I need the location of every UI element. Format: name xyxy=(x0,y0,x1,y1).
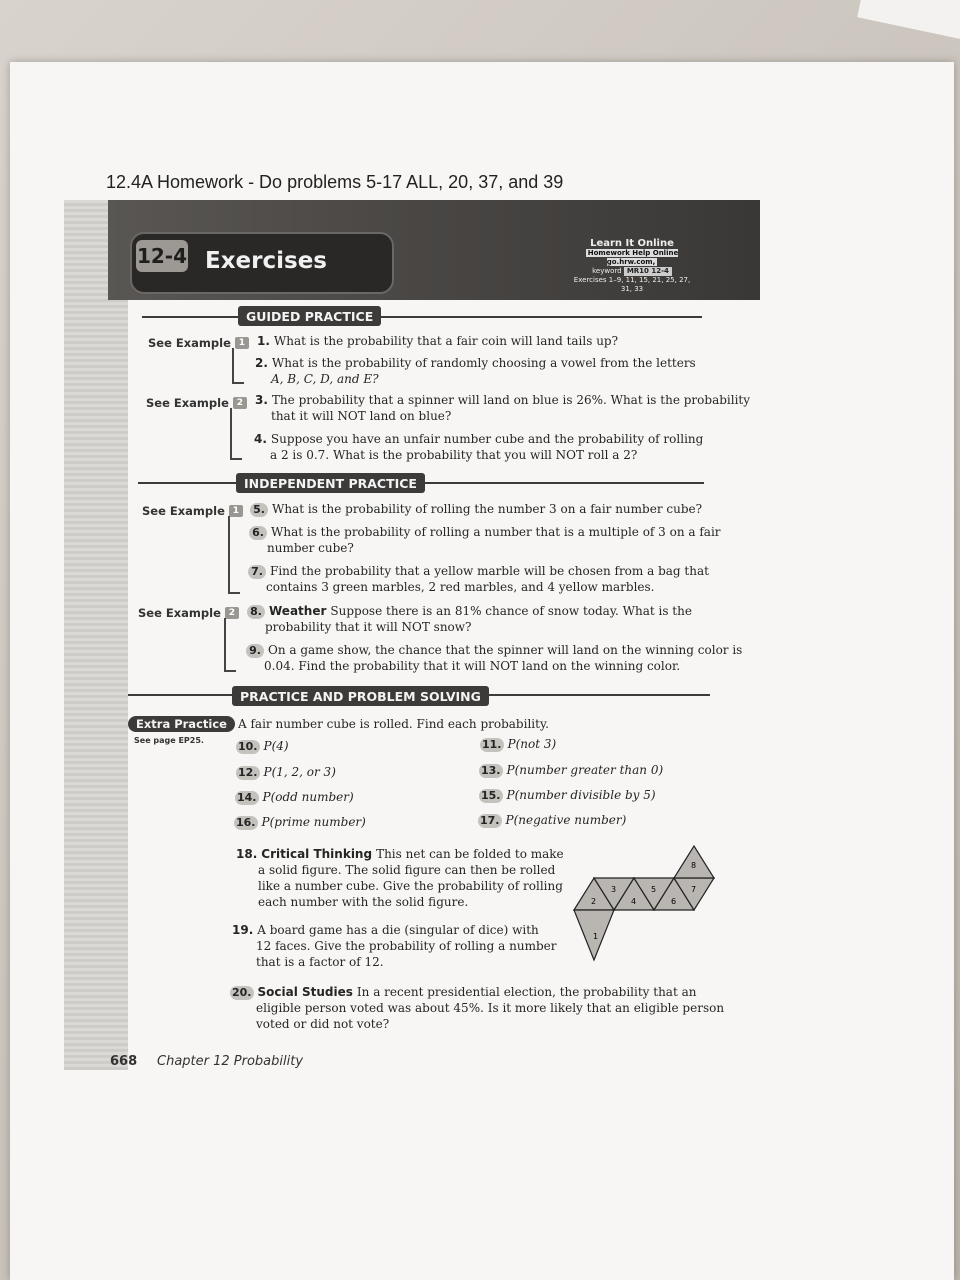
extra-practice-badge: Extra Practice xyxy=(128,716,235,732)
question-text: In a recent presidential election, the probability that an xyxy=(356,985,697,999)
bracket xyxy=(224,618,236,672)
question-text: On a game show, the chance that the spinner will land on the winning color is xyxy=(268,643,743,657)
see-example-label: See Example xyxy=(148,336,231,350)
learn-online-box xyxy=(566,238,698,294)
bracket xyxy=(228,516,240,594)
question-number-circled: 17. xyxy=(480,814,500,827)
question-text: What is the probability of rolling the number 3 on a fair number cube? xyxy=(272,502,703,516)
question-text: What is the probability of rolling a number that is a multiple of 3 on a fair xyxy=(271,525,721,539)
question-1 xyxy=(257,333,618,349)
keyword-value: MR10 12-4 xyxy=(624,267,672,276)
page-number: 668 xyxy=(110,1054,138,1069)
question-text: P(prime number) xyxy=(261,815,366,829)
question-number-circled: 12. xyxy=(238,766,258,779)
learn-online-title: Learn It Online xyxy=(590,238,674,249)
exercises-list-2: 31, 33 xyxy=(620,285,644,293)
question-text-cont: contains 3 green marbles, 2 red marbles, and 4 yellow marbles. xyxy=(266,580,655,594)
question-text: Suppose you have an unfair number cube and the probability of rolling xyxy=(270,432,704,446)
question-18 xyxy=(236,846,564,910)
exercises-list: Exercises 1–9, 11, 15, 21, 25, 27, xyxy=(573,276,691,284)
question-text-cont: a solid figure. The solid figure can then be rolled xyxy=(258,863,556,877)
question-text-cont: like a number cube. Give the probability of rolling xyxy=(258,879,563,893)
question-19 xyxy=(232,922,556,970)
chapter-footer: Chapter 12 Probability xyxy=(157,1054,304,1069)
question-text: P(1, 2, or 3) xyxy=(263,765,336,779)
question-5 xyxy=(250,501,702,517)
net-label: 4 xyxy=(631,897,637,906)
guided-practice-heading: GUIDED PRACTICE xyxy=(238,306,381,326)
question-9 xyxy=(246,642,742,674)
question-text: P(odd number) xyxy=(262,790,354,804)
question-text: What is the probability that a fair coin will land tails up? xyxy=(273,334,619,348)
section-title: Exercises xyxy=(205,248,327,274)
extra-practice-page: See page EP25. xyxy=(134,736,204,745)
question-text: P(not 3) xyxy=(507,737,557,751)
question-7 xyxy=(248,563,709,595)
question-number-circled: 15. xyxy=(481,789,501,802)
question-13 xyxy=(479,762,663,778)
see-example-label: See Example xyxy=(138,606,221,620)
question-number-circled: 6. xyxy=(249,526,267,540)
question-number-circled: 5. xyxy=(250,503,268,517)
margin-strip xyxy=(64,200,128,1070)
question-17 xyxy=(478,812,626,828)
topic-keyword: Social Studies xyxy=(257,985,353,999)
bracket xyxy=(230,408,242,460)
question-text-cont: number cube? xyxy=(267,541,354,555)
octahedron-net-diagram xyxy=(572,838,718,968)
question-text: P(number divisible by 5) xyxy=(506,788,656,802)
question-number-circled: 16. xyxy=(236,816,256,829)
net-label: 3 xyxy=(611,885,617,894)
question-number-circled: 8. xyxy=(247,605,265,619)
question-number-circled: 11. xyxy=(482,738,502,751)
question-8 xyxy=(247,603,692,635)
question-text: The probability that a spinner will land on blue is 26%. What is the probability xyxy=(271,393,751,407)
question-number-circled: 20. xyxy=(232,986,252,999)
question-4 xyxy=(254,431,703,463)
topic-keyword: Weather xyxy=(269,604,327,618)
example-badge: 2 xyxy=(225,607,239,619)
question-text-cont: that it will NOT land on blue? xyxy=(271,409,452,423)
question-text: A board game has a die (singular of dice) with xyxy=(257,923,539,937)
question-number: 19. xyxy=(232,923,254,937)
net-label: 8 xyxy=(691,861,697,870)
question-number-circled: 10. xyxy=(238,740,258,753)
lesson-number: 12-4 xyxy=(136,240,188,272)
see-example-label: See Example xyxy=(142,504,225,518)
question-11 xyxy=(480,736,556,752)
topic-keyword: Critical Thinking xyxy=(261,847,373,861)
practice-intro: A fair number cube is rolled. Find each probability. xyxy=(238,717,549,731)
question-2 xyxy=(255,355,696,387)
net-label: 5 xyxy=(651,885,657,894)
question-12 xyxy=(236,764,336,780)
question-text: P(number greater than 0) xyxy=(506,763,664,777)
question-number: 1. xyxy=(257,334,270,348)
net-label: 2 xyxy=(591,897,597,906)
question-16 xyxy=(234,814,366,830)
bracket xyxy=(232,348,244,384)
see-example-label: See Example xyxy=(146,396,229,410)
net-label: 7 xyxy=(691,885,697,894)
question-number-circled: 14. xyxy=(237,791,257,804)
homework-title: 12.4A Homework - Do problems 5-17 ALL, 20, 37, and 39 xyxy=(106,172,564,192)
question-14 xyxy=(235,789,354,805)
question-text: This net can be folded to make xyxy=(376,847,564,861)
question-number: 3. xyxy=(255,393,268,407)
question-text-cont: probability that it will NOT snow? xyxy=(265,620,472,634)
question-number: 4. xyxy=(254,432,267,446)
question-text-cont: a 2 is 0.7. What is the probability that you will NOT roll a 2? xyxy=(270,448,638,462)
practice-problem-solving-heading: PRACTICE AND PROBLEM SOLVING xyxy=(232,686,489,706)
question-3 xyxy=(255,392,750,424)
keyword-label: keyword xyxy=(592,267,622,275)
question-text: P(negative number) xyxy=(505,813,627,827)
example-badge: 2 xyxy=(233,397,247,409)
question-number: 18. xyxy=(236,847,258,861)
example-badge: 1 xyxy=(235,337,249,349)
question-20 xyxy=(230,984,724,1032)
question-text-cont: eligible person voted was about 45%. Is it more likely that an eligible person xyxy=(256,1001,725,1015)
question-number: 2. xyxy=(255,356,268,370)
example-badge: 1 xyxy=(229,505,243,517)
question-text: What is the probability of randomly choosing a vowel from the letters xyxy=(271,356,696,370)
homework-help-label: Homework Help Online go.hrw.com, xyxy=(587,249,679,266)
question-number-circled: 7. xyxy=(248,565,266,579)
question-text: Find the probability that a yellow marble will be chosen from a bag that xyxy=(270,564,709,578)
question-text-cont: each number with the solid figure. xyxy=(258,895,469,909)
question-6 xyxy=(249,524,721,556)
question-text-cont: that is a factor of 12. xyxy=(256,955,384,969)
net-label: 1 xyxy=(593,932,599,941)
question-number-circled: 13. xyxy=(481,764,501,777)
independent-practice-heading: INDEPENDENT PRACTICE xyxy=(236,473,425,493)
question-number-circled: 9. xyxy=(246,644,264,658)
net-label: 6 xyxy=(671,897,677,906)
question-text-cont: 0.04. Find the probability that it will NOT land on the winning color. xyxy=(264,659,681,673)
question-text: Suppose there is an 81% chance of snow today. What is the xyxy=(330,604,692,618)
guided-rule xyxy=(142,316,702,318)
question-text-cont: A, B, C, D, and E? xyxy=(271,372,379,386)
question-10 xyxy=(236,738,289,754)
question-text-cont: voted or did not vote? xyxy=(256,1017,390,1031)
question-text-cont: 12 faces. Give the probability of rolling a number xyxy=(256,939,557,953)
question-text: P(4) xyxy=(263,739,289,753)
question-15 xyxy=(479,787,656,803)
